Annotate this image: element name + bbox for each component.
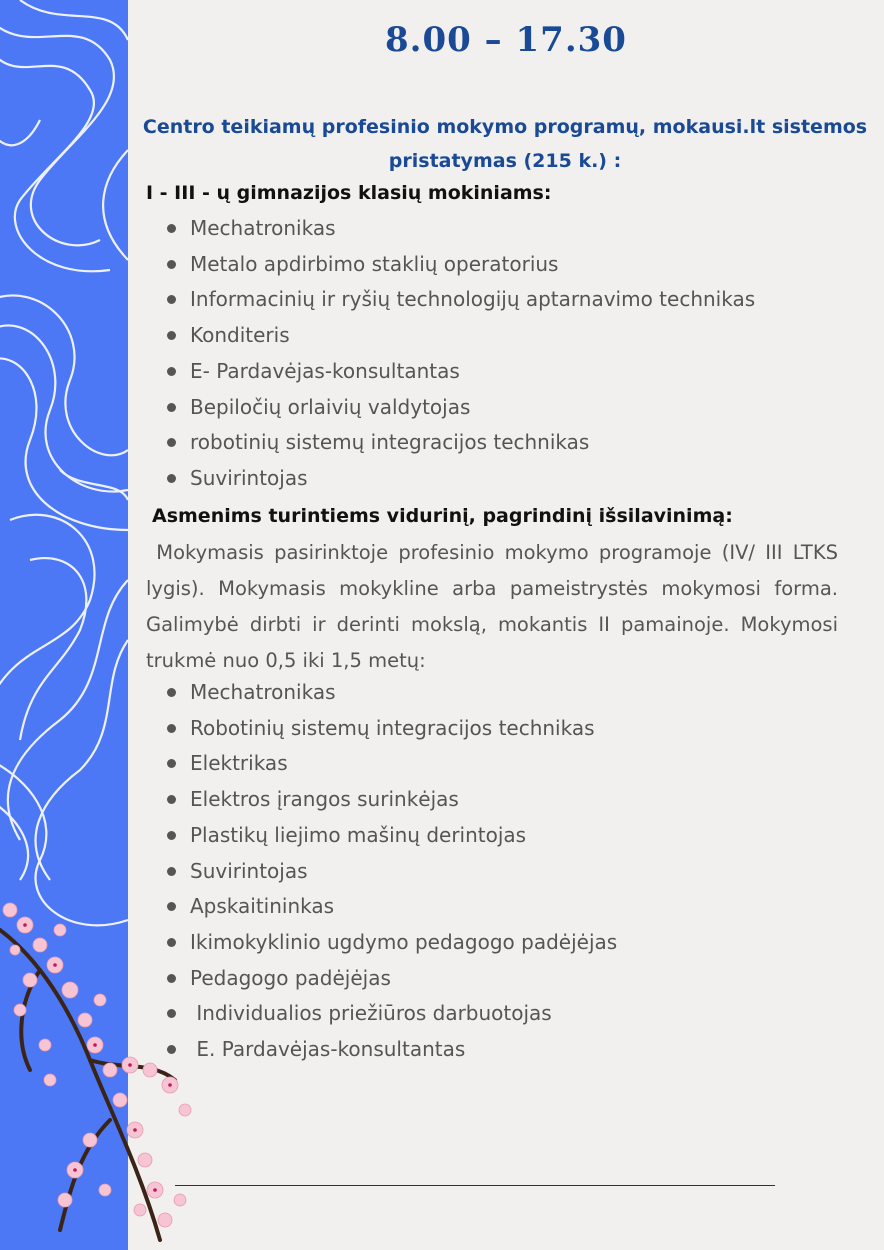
list-item: Ikimokyklinio ugdymo pedagogo padėjėjas <box>160 925 617 961</box>
footer-divider <box>175 1185 775 1186</box>
bullet-icon <box>167 260 176 269</box>
bullet-icon <box>167 795 176 804</box>
section2-program-list <box>160 675 617 1068</box>
bullet-icon <box>167 688 176 697</box>
list-item: Metalo apdirbimo staklių operatorius <box>160 247 755 283</box>
section1-program-list <box>160 211 755 497</box>
list-item: Bepiločių orlaivių valdytojas <box>160 390 755 426</box>
time-heading: 8.00 – 17.30 <box>385 20 627 60</box>
intro-text: Centro teikiamų profesinio mokymo programų, mokausi.lt sistemos pristatymas (215 k.) : <box>142 116 868 172</box>
list-item: Suvirintojas <box>160 461 755 497</box>
list-item: E- Pardavėjas-konsultantas <box>160 354 755 390</box>
list-item: Mechatronikas <box>160 675 617 711</box>
list-item: Elektrikas <box>160 746 617 782</box>
bullet-icon <box>167 474 176 483</box>
bullet-icon <box>167 867 176 876</box>
bullet-icon <box>167 331 176 340</box>
section2-description: Mokymasis pasirinktoje profesinio mokymo programoje (IV/ III LTKS lygis). Mokymasis mokykline arba pameistrystės mokymosi forma. Galimybė dirbti ir derinti mokslą, mokantis II pamainoje. Mokymosi trukmė nuo 0,5 iki 1,5 metų: <box>146 541 838 672</box>
bullet-icon <box>167 367 176 376</box>
bullet-icon <box>167 295 176 304</box>
bullet-icon <box>167 438 176 447</box>
list-item: Konditeris <box>160 318 755 354</box>
list-item: Suvirintojas <box>160 854 617 890</box>
list-item: Informacinių ir ryšių technologijų aptarnavimo technikas <box>160 282 755 318</box>
list-item: E. Pardavėjas-konsultantas <box>160 1032 617 1068</box>
section2-heading: Asmenims turintiems vidurinį, pagrindinį išsilavinimą: <box>152 505 733 527</box>
list-item: Robotinių sistemų integracijos technikas <box>160 711 617 747</box>
list-item: Individualios priežiūros darbuotojas <box>160 996 617 1032</box>
list-item: Pedagogo padėjėjas <box>160 961 617 997</box>
bullet-icon <box>167 938 176 947</box>
bullet-icon <box>167 1045 176 1054</box>
bullet-icon <box>167 759 176 768</box>
bullet-icon <box>167 974 176 983</box>
list-item: Mechatronikas <box>160 211 755 247</box>
list-item: robotinių sistemų integracijos technikas <box>160 425 755 461</box>
bullet-icon <box>167 1009 176 1018</box>
list-item: Plastikų liejimo mašinų derintojas <box>160 818 617 854</box>
bullet-icon <box>167 831 176 840</box>
bullet-icon <box>167 902 176 911</box>
list-item: Elektros įrangos surinkėjas <box>160 782 617 818</box>
section1-heading: I - III - ų gimnazijos klasių mokiniams: <box>146 182 552 204</box>
list-item: Apskaitininkas <box>160 889 617 925</box>
bullet-icon <box>167 403 176 412</box>
bullet-icon <box>167 224 176 233</box>
bullet-icon <box>167 724 176 733</box>
